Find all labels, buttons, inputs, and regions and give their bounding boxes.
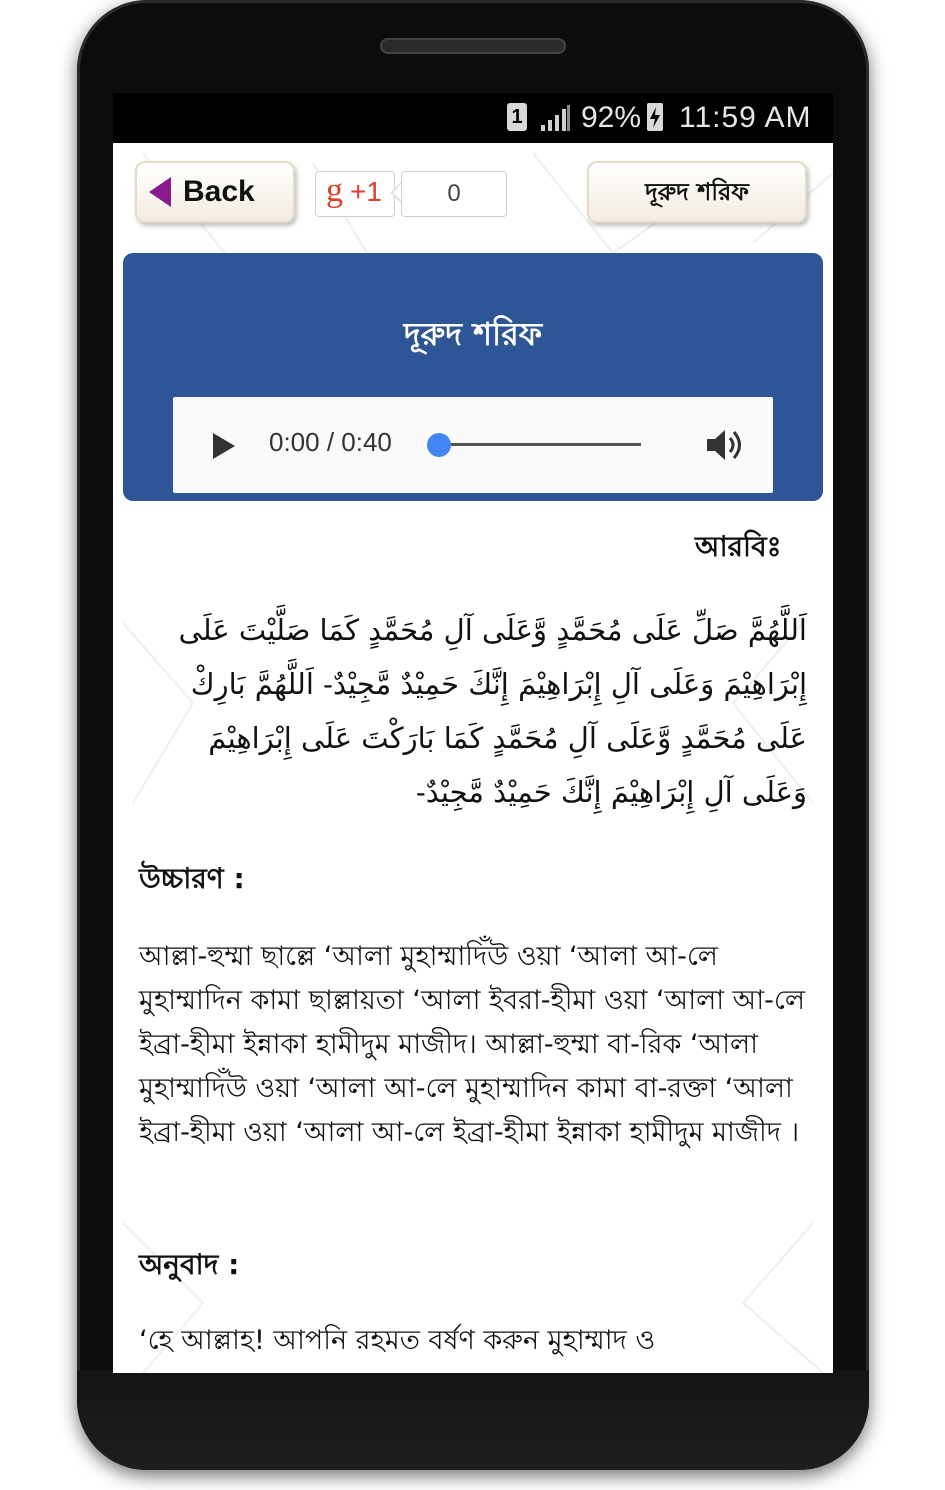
google-plus-one-button[interactable]: [315, 171, 395, 217]
back-button-label: Back: [183, 175, 255, 208]
arabic-heading: আরবিঃ: [695, 530, 782, 563]
back-arrow-icon: [149, 177, 171, 207]
play-icon[interactable]: [213, 433, 235, 459]
pronunciation-heading: উচ্চারণ :: [139, 862, 245, 895]
plus-one-count: 0: [401, 171, 507, 217]
translation-heading: অনুবাদ :: [139, 1248, 240, 1281]
app-screen: [113, 93, 833, 1373]
battery-charging-icon: [647, 103, 663, 131]
plus-one-label: +1: [350, 176, 382, 207]
page-title: দূরুদ শরিফ: [403, 315, 543, 353]
audio-time: 0:00 / 0:40: [269, 427, 392, 457]
status-bar: [113, 93, 833, 143]
signal-icon: [541, 105, 571, 131]
audio-seek-knob[interactable]: [427, 433, 451, 457]
clock: 11:59 AM: [679, 101, 812, 134]
audio-seek-bar[interactable]: [437, 443, 641, 446]
google-plus-icon: g: [326, 172, 343, 209]
pronunciation-text: আল্লা-হুম্মা ছাল্লে ‘আলা মুহাম্মাদিঁউ ওয়া ‘আলা আ-লে মুহাম্মাদিন কামা ছাল্লায়তা ‘আলা ইবরা-হীমা ওয়া ‘আলা আ-লে ইব্রা-হীমা ইন্নাকা হামীদুম মাজীদ। আল্লা-হুম্মা বা-রিক ‘আলা মুহাম্মাদিঁউ ওয়া ‘আলা আ-লে মুহাম্মাদিন কামা বা-রক্তা ‘আলা ইব্রা-হীমা ওয়া ‘আলা আ-লে ইব্রা-হীমা ইন্নাকা হামীদুম মাজীদ ।: [139, 941, 805, 1148]
arabic-text: اَللَّهُمَّ صَلِّ عَلَى مُحَمَّدٍ وَّعَلَى آلِ مُحَمَّدٍ كَمَا صَلَّيْتَ عَلَى إِبْرَاهِيْمَ وَعَلَى آلِ إِبْرَاهِيْمَ إِنَّكَ حَمِيْدٌ مَّجِيْدٌ- اَللَّهُمَّ بَارِكْ عَلَى مُحَمَّدٍ وَّعَلَى آلِ مُحَمَّدٍ كَمَا بَارَكْتَ عَلَى إِبْرَاهِيْمَ وَعَلَى آلِ إِبْرَاهِيْمَ إِنَّكَ حَمِيْدٌ مَّجِيْدٌ-: [178, 613, 807, 809]
battery-percent: 92%: [581, 101, 642, 134]
volume-icon[interactable]: [705, 427, 745, 463]
phone-speaker: [380, 38, 566, 54]
sim-icon: 1: [507, 103, 527, 131]
phone-chin: [77, 1370, 869, 1470]
back-button[interactable]: [135, 161, 295, 223]
title-panel: [123, 253, 823, 501]
translation-text: ‘হে আল্লাহ! আপনি রহমত বর্ষণ করুন মুহাম্মাদ ও: [139, 1325, 656, 1356]
audio-player: [173, 397, 773, 493]
durud-sharif-button[interactable]: দূরুদ শরিফ: [587, 161, 807, 223]
